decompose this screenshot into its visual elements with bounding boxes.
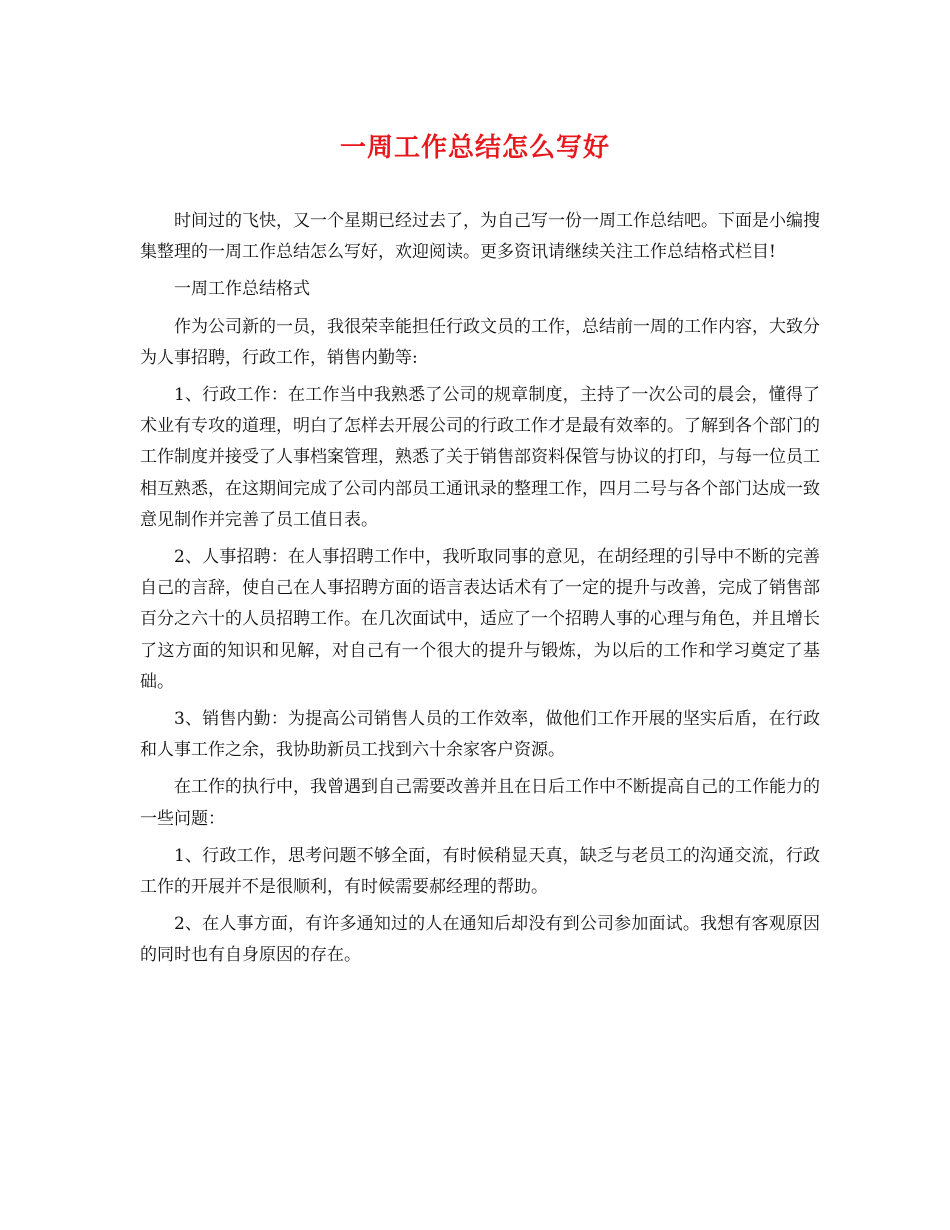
admin-work-paragraph: 1、行政工作：在工作当中我熟悉了公司的规章制度，主持了一次公司的晨会，懂得了术业有专攻的道理，明白了怎样去开展公司的行政工作才是最有效率的。了解到各个部门的工作制度并接受了人事档案管理，熟悉了关于销售部资料保管与协议的打印，与每一位员工相互熟悉，在这期间完成了公司内部员工通讯录的整理工作，四月二号与各个部门达成一致意见制作并完善了员工值日表。 bbox=[140, 385, 820, 530]
document-title: 一周工作总结怎么写好 bbox=[339, 133, 610, 163]
problem-hr-paragraph: 2、在人事方面，有许多通知过的人在通知后却没有到公司参加面试。我想有客观原因的同时也有自身原因的存在。 bbox=[140, 914, 820, 966]
overview-paragraph: 作为公司新的一员，我很荣幸能担任行政文员的工作，总结前一周的工作内容，大致分为人事招聘，行政工作，销售内勤等: bbox=[140, 316, 820, 368]
recruitment-paragraph: 2、人事招聘：在人事招聘工作中，我听取同事的意见，在胡经理的引导中不断的完善自己的言辞，使自己在人事招聘方面的语言表达话术有了一定的提升与改善，完成了销售部百分之六十的人员招聘工作。在几次面试中，适应了一个招聘人事的心理与角色，并且增长了这方面的知识和见解，对自己有一个很大的提升与锻炼，为以后的工作和学习奠定了基础。 bbox=[140, 547, 820, 692]
document-body bbox=[140, 206, 820, 978]
intro-paragraph: 时间过的飞快，又一个星期已经过去了，为自己写一份一周工作总结吧。下面是小编搜集整理的一周工作总结怎么写好，欢迎阅读。更多资讯请继续关注工作总结格式栏目! bbox=[140, 211, 820, 263]
problem-admin-paragraph: 1、行政工作，思考问题不够全面，有时候稍显天真，缺乏与老员工的沟通交流，行政工作的开展并不是很顺利，有时候需要郝经理的帮助。 bbox=[140, 845, 820, 898]
sales-support-paragraph: 3、销售内勤：为提高公司销售人员的工作效率，做他们工作开展的坚实后盾，在行政和人事工作之余，我协助新员工找到六十余家客户资源。 bbox=[140, 709, 820, 761]
problems-intro-paragraph: 在工作的执行中，我曾遇到自己需要改善并且在日后工作中不断提高自己的工作能力的一些问题： bbox=[140, 777, 820, 829]
section-heading: 一周工作总结格式 bbox=[174, 279, 310, 300]
